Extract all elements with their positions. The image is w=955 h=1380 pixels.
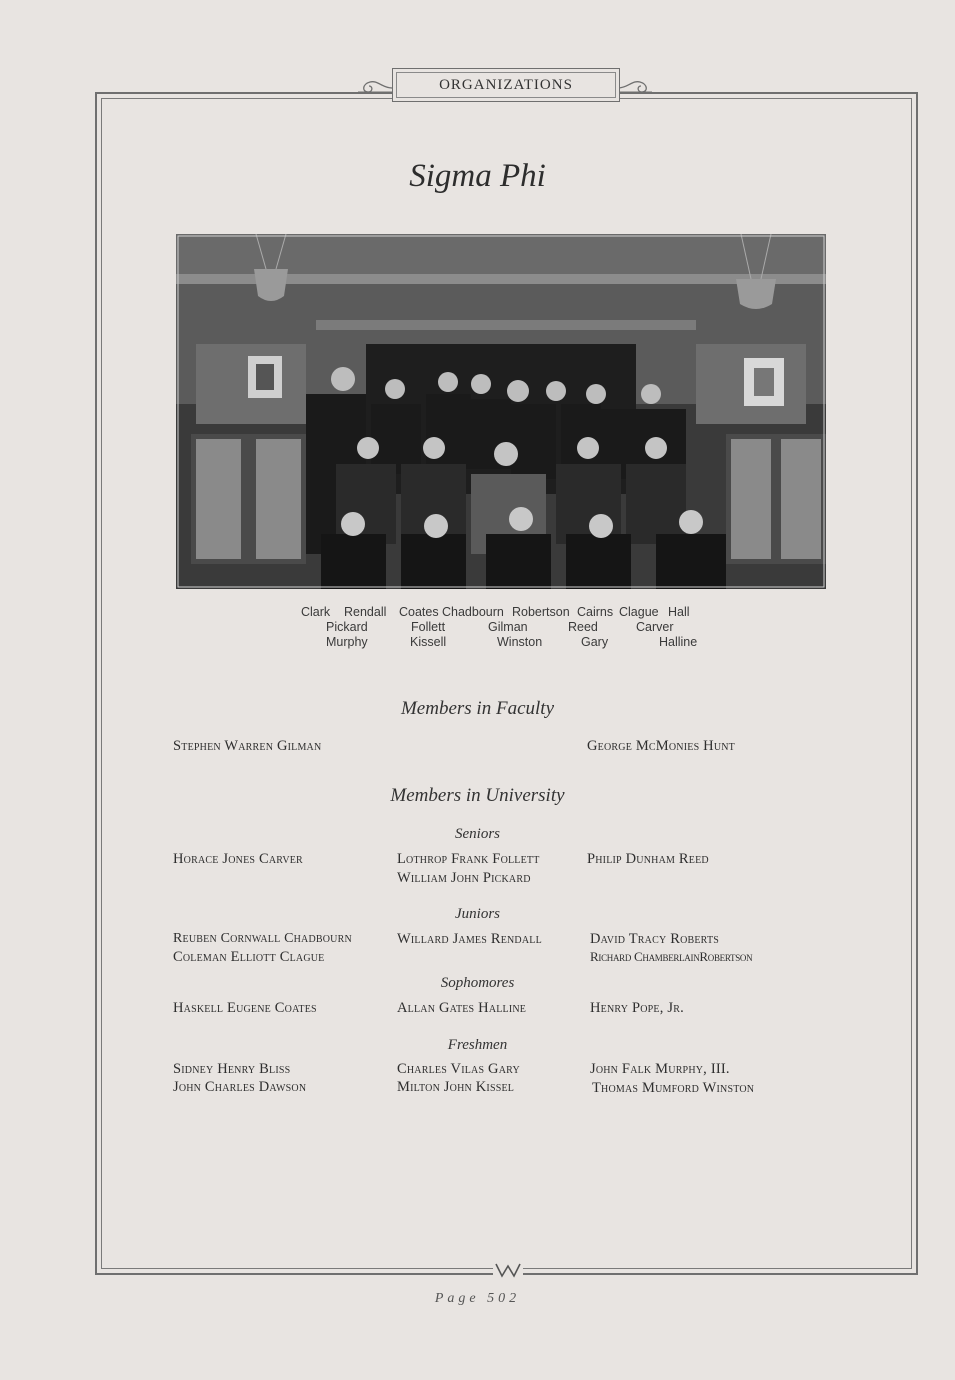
w-logo-icon (493, 1262, 523, 1278)
member-name: George McMonies Hunt (587, 738, 735, 754)
caption-name: Murphy (326, 635, 368, 649)
member-name: William John Pickard (397, 870, 531, 886)
member-name: Charles Vilas Gary (397, 1061, 520, 1077)
member-name: Stephen Warren Gilman (173, 738, 322, 754)
caption-name: Kissell (410, 635, 447, 649)
caption-name: Gary (581, 635, 609, 649)
caption-name: Cairns (577, 605, 614, 619)
member-name: Horace Jones Carver (173, 851, 303, 867)
member-name: Lothrop Frank Follett (397, 851, 540, 867)
left-ornament-icon (352, 74, 394, 98)
caption-name: Winston (497, 635, 543, 649)
header-banner (392, 68, 620, 102)
caption-name: Rendall (344, 605, 387, 619)
class-label-sophomores: Sophomores (440, 975, 515, 991)
member-name: David Tracy Roberts (590, 931, 720, 947)
caption-name: Clague (619, 605, 659, 619)
page-title: Sigma Phi (409, 158, 546, 194)
caption-name: Pickard (326, 620, 368, 634)
caption-name: Halline (659, 635, 698, 649)
caption-name: Hall (668, 605, 690, 619)
caption-name: Coates (399, 605, 439, 619)
class-label-juniors: Juniors (455, 906, 500, 922)
member-name: Sidney Henry Bliss (173, 1061, 291, 1077)
caption-name: Chadbourn (442, 605, 504, 619)
caption-name: Robertson (512, 605, 570, 619)
member-name: Coleman Elliott Clague (173, 949, 325, 965)
member-name: John Charles Dawson (173, 1079, 307, 1095)
right-ornament-icon (616, 74, 658, 98)
university-heading: Members in University (390, 785, 565, 806)
member-name: Philip Dunham Reed (587, 851, 709, 867)
class-label-seniors: Seniors (455, 826, 500, 842)
section-header: ORGANIZATIONS (439, 77, 573, 93)
member-name: John Falk Murphy, III. (590, 1061, 730, 1077)
caption-name: Clark (301, 605, 331, 619)
faculty-heading: Members in Faculty (400, 698, 554, 719)
class-label-freshmen: Freshmen (447, 1037, 508, 1053)
member-name: Henry Pope, Jr. (590, 1000, 684, 1016)
member-name: Richard ChamberlainRobertson (590, 949, 753, 964)
member-name: Reuben Cornwall Chadbourn (173, 931, 352, 946)
page-number: Page 502 (434, 1291, 521, 1306)
member-name: Haskell Eugene Coates (173, 1000, 317, 1016)
member-name: Thomas Mumford Winston (592, 1080, 755, 1096)
member-name: Willard James Rendall (397, 931, 542, 947)
caption-name: Carver (636, 620, 674, 634)
caption-name: Follett (411, 620, 446, 634)
member-name: Milton John Kissel (397, 1079, 515, 1095)
member-name: Allan Gates Halline (397, 1000, 527, 1016)
caption-name: Gilman (488, 620, 528, 634)
caption-name: Reed (568, 620, 598, 634)
group-photograph (176, 234, 826, 589)
